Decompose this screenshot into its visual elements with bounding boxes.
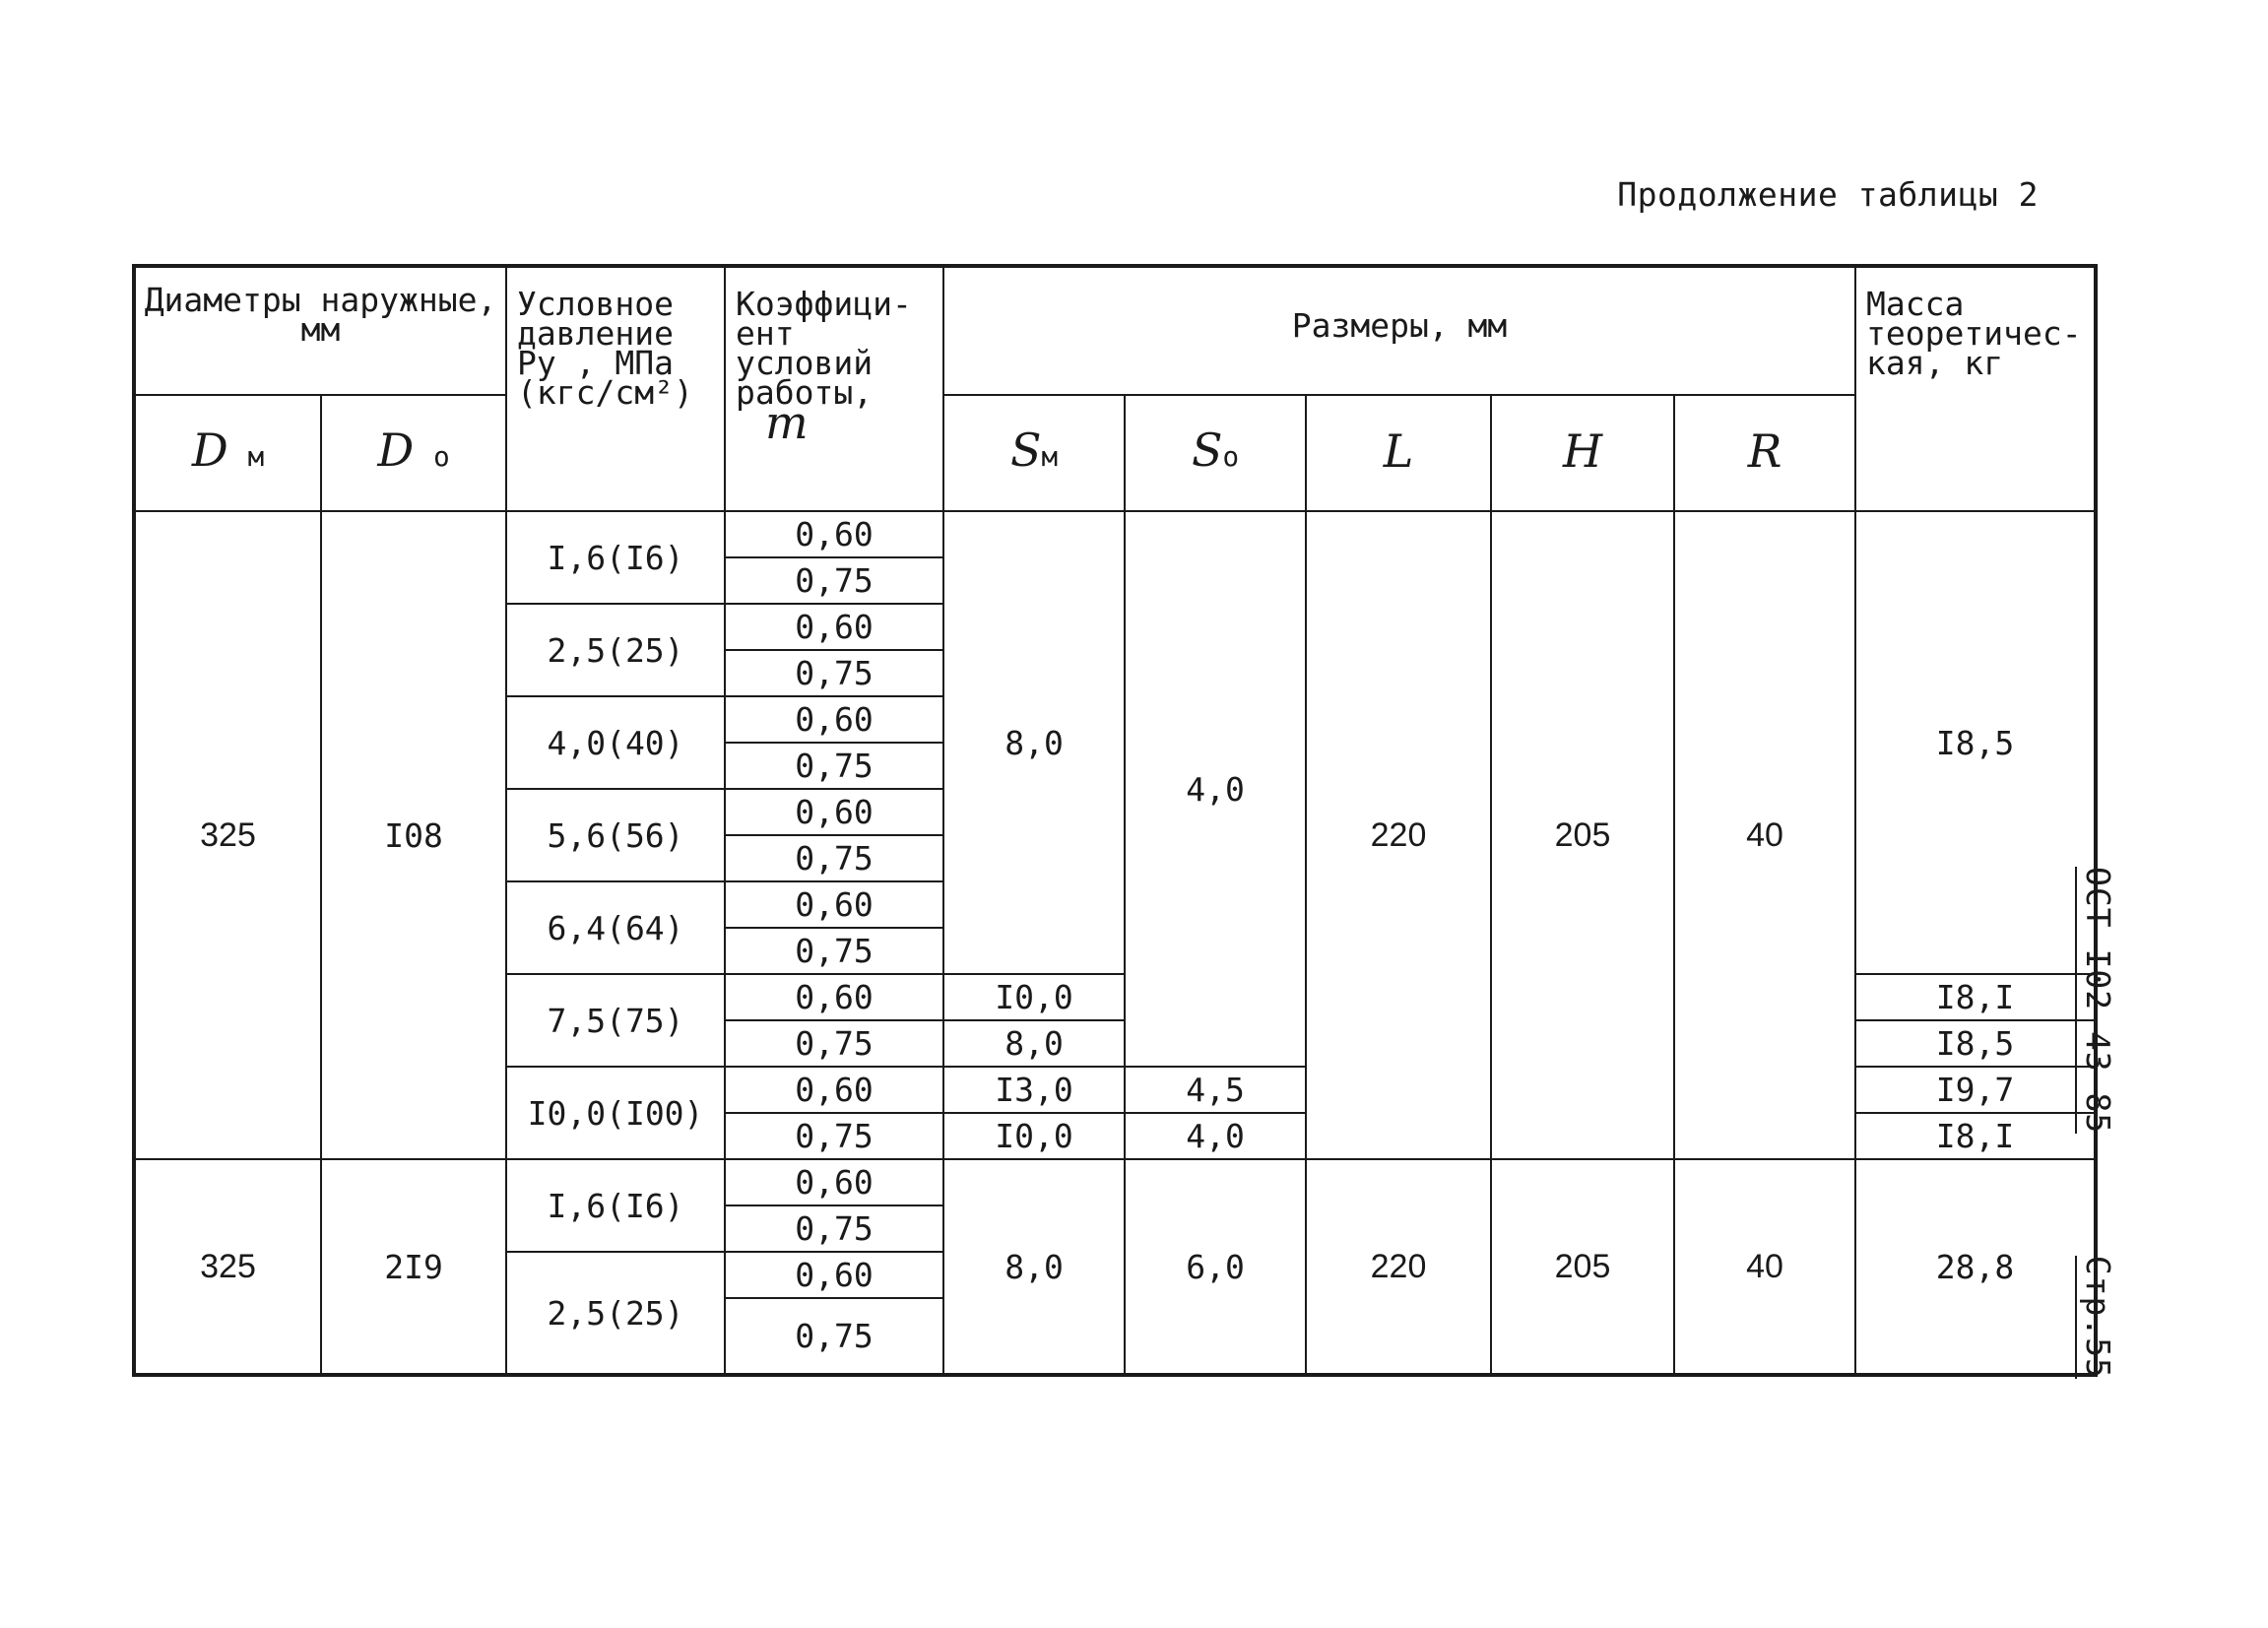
g1-p-4: 6,4(64) bbox=[506, 881, 725, 974]
header-sm-sub: м bbox=[1041, 440, 1059, 473]
g2-l: 220 bbox=[1306, 1159, 1491, 1375]
g2-p-1: 2,5(25) bbox=[506, 1252, 725, 1375]
g1-m-0: 0,60 bbox=[725, 511, 943, 557]
g1-m-1: 0,75 bbox=[725, 557, 943, 604]
g1-m-12: 0,60 bbox=[725, 1067, 943, 1113]
header-r-symbol: R bbox=[1747, 423, 1782, 478]
table-row bbox=[134, 1159, 2096, 1205]
header-do-symbol: D bbox=[377, 423, 415, 477]
g1-m-3: 0,75 bbox=[725, 650, 943, 696]
g1-m-11: 0,75 bbox=[725, 1020, 943, 1067]
table-caption: Продолжение таблицы 2 bbox=[1617, 175, 2039, 214]
g1-p-0: I,6(I6) bbox=[506, 511, 725, 604]
header-dm-symbol: D bbox=[191, 423, 228, 477]
g1-so-extra-0: 4,5 bbox=[1125, 1067, 1306, 1113]
g2-m-3: 0,75 bbox=[725, 1298, 943, 1375]
g1-r: 40 bbox=[1674, 511, 1855, 1159]
g1-m-10: 0,60 bbox=[725, 974, 943, 1020]
g1-m-13: 0,75 bbox=[725, 1113, 943, 1159]
g1-mass-extra-1: I8,5 bbox=[1855, 1020, 2096, 1067]
header-diameters: Диаметры наружные, мм bbox=[134, 266, 506, 395]
g2-m-1: 0,75 bbox=[725, 1205, 943, 1252]
header-r bbox=[1674, 395, 1855, 511]
g1-dm: 325 bbox=[134, 511, 321, 1159]
g2-h: 205 bbox=[1491, 1159, 1674, 1375]
g1-m-6: 0,60 bbox=[725, 789, 943, 835]
header-sm bbox=[943, 395, 1125, 511]
g1-sm-extra-0: I0,0 bbox=[943, 974, 1125, 1020]
table-row bbox=[134, 511, 2096, 557]
g1-p-3: 5,6(56) bbox=[506, 789, 725, 881]
g2-p-0: I,6(I6) bbox=[506, 1159, 725, 1252]
g1-m-9: 0,75 bbox=[725, 928, 943, 974]
g1-m-8: 0,60 bbox=[725, 881, 943, 928]
g1-mass-main: I8,5 bbox=[1855, 511, 2096, 974]
header-dm bbox=[134, 395, 321, 511]
header-h bbox=[1491, 395, 1674, 511]
document-code: ОСТ I02-43-85 bbox=[2075, 867, 2117, 1134]
g1-p-5: 7,5(75) bbox=[506, 974, 725, 1067]
header-l bbox=[1306, 395, 1491, 511]
g2-do: 2I9 bbox=[321, 1159, 506, 1375]
header-do bbox=[321, 395, 506, 511]
g1-h: 205 bbox=[1491, 511, 1674, 1159]
g2-mass: 28,8 bbox=[1855, 1159, 2096, 1375]
g1-mass-extra-2: I9,7 bbox=[1855, 1067, 2096, 1113]
g1-m-7: 0,75 bbox=[725, 835, 943, 881]
g1-mass-extra-3: I8,I bbox=[1855, 1113, 2096, 1159]
header-coefficient-label: Коэффици- ент условий работы, bbox=[736, 285, 912, 412]
header-so-sub: о bbox=[1222, 440, 1240, 473]
g2-sm: 8,0 bbox=[943, 1159, 1125, 1375]
g1-p-6: I0,0(I00) bbox=[506, 1067, 725, 1159]
g2-m-0: 0,60 bbox=[725, 1159, 943, 1205]
g1-so-main: 4,0 bbox=[1125, 511, 1306, 1067]
g1-sm-extra-1: 8,0 bbox=[943, 1020, 1125, 1067]
header-dm-sub: м bbox=[247, 440, 265, 473]
page-number: Стр.55 bbox=[2075, 1256, 2117, 1379]
data-table bbox=[132, 264, 2098, 1377]
g1-do: I08 bbox=[321, 511, 506, 1159]
table-wrapper bbox=[132, 264, 2098, 1377]
header-do-sub: о bbox=[433, 440, 450, 473]
g1-sm-extra-3: I0,0 bbox=[943, 1113, 1125, 1159]
header-coefficient-symbol: m bbox=[765, 396, 809, 449]
g1-m-2: 0,60 bbox=[725, 604, 943, 650]
header-mass: Масса теоретичес- кая, кг bbox=[1855, 266, 2096, 511]
header-so-symbol: S bbox=[1191, 423, 1223, 477]
g2-m-2: 0,60 bbox=[725, 1252, 943, 1298]
header-pressure: Условное давление Py , МПа (кгс/см²) bbox=[506, 266, 725, 511]
g1-p-2: 4,0(40) bbox=[506, 696, 725, 789]
header-h-symbol: H bbox=[1562, 423, 1603, 478]
g1-mass-extra-0: I8,I bbox=[1855, 974, 2096, 1020]
header-so bbox=[1125, 395, 1306, 511]
g1-m-4: 0,60 bbox=[725, 696, 943, 743]
g1-p-1: 2,5(25) bbox=[506, 604, 725, 696]
g1-m-5: 0,75 bbox=[725, 743, 943, 789]
g2-r: 40 bbox=[1674, 1159, 1855, 1375]
g2-so: 6,0 bbox=[1125, 1159, 1306, 1375]
g1-sm-main: 8,0 bbox=[943, 511, 1125, 974]
g1-sm-extra-2: I3,0 bbox=[943, 1067, 1125, 1113]
header-sm-symbol: S bbox=[1009, 423, 1042, 477]
g2-dm: 325 bbox=[134, 1159, 321, 1375]
g1-l: 220 bbox=[1306, 511, 1491, 1159]
g1-so-extra-1: 4,0 bbox=[1125, 1113, 1306, 1159]
header-l-symbol: L bbox=[1383, 423, 1414, 478]
header-coefficient bbox=[725, 266, 943, 511]
header-sizes: Размеры, мм bbox=[943, 266, 1855, 395]
